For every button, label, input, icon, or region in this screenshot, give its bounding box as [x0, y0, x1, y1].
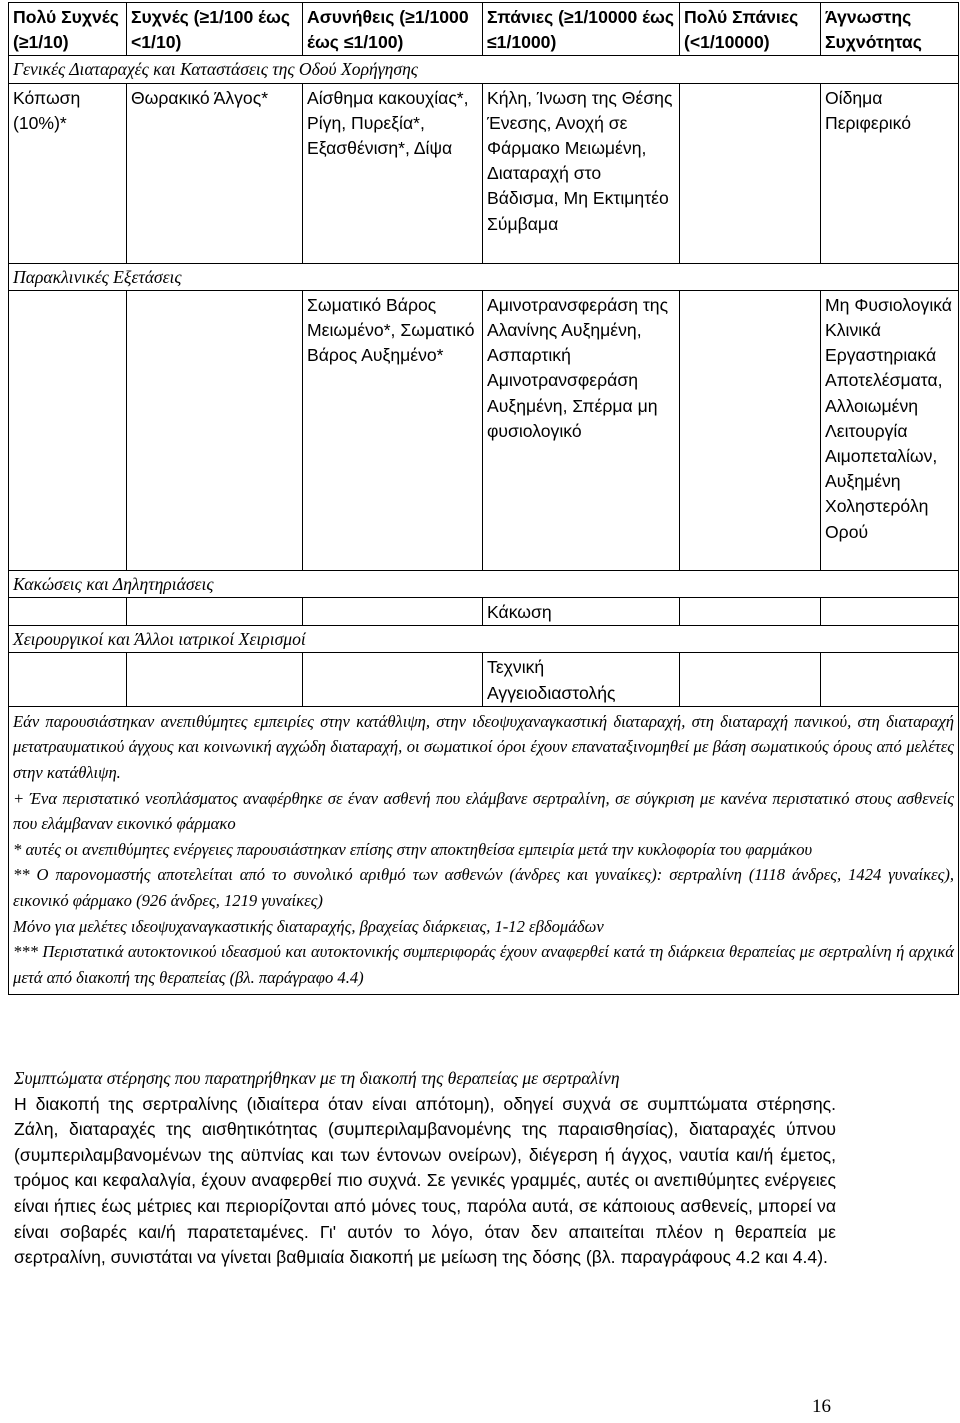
footnote-denominator: ** Ο παρονομαστής αποτελείται από το συνολικό αριθμό των ασθενών (άνδρες και γυναίκες): σερτραλίνη (1118 άνδρες, 1424 γυναίκες), εικονικό φάρμακο (926 άνδρες, 1219 γυναίκες): [13, 865, 954, 910]
footnote-neoplasm: + Ένα περιστατικό νεοπλάσματος αναφέρθηκε σε έναν ασθενή που ελάμβανε σερτραλίνη, σε σύγκριση με κανένα περιστατικό στους ασθενείς που ελάμβαναν εικονικό φάρμακο: [13, 788, 954, 834]
header-rare: Σπάνιες (≥1/10000 έως ≤1/1000): [483, 3, 680, 56]
table-cell: [303, 598, 483, 626]
footnotes-row: [9, 706, 959, 995]
section-investigations: Παρακλινικές Εξετάσεις: [9, 263, 959, 290]
footnote-postmarketing: * αυτές οι ανεπιθύμητες ενέργειες παρουσιάστηκαν επίσης στην αποκτηθείσα εμπειρία μετά την κυκλοφορία του φαρμάκου: [13, 839, 813, 859]
frequency-header-row: [9, 3, 959, 56]
table-cell: [680, 83, 821, 263]
table-cell: Κόπωση (10%)*: [9, 83, 127, 263]
table-cell: [680, 653, 821, 706]
table-row: [9, 290, 959, 570]
footnote-suicidal: *** Περιστατικά αυτοκτονικού ιδεασμού και αυτοκτονικής συμπεριφοράς έχουν αναφερθεί κατά τη διάρκεια θεραπείας με σερτραλίνη ή αρχικά μετά από διακοπή της θεραπείας (βλ. παράγραφο 4.4): [13, 942, 954, 987]
header-common: Συχνές (≥1/100 έως <1/10): [127, 3, 303, 56]
table-cell: [680, 598, 821, 626]
header-very-common: Πολύ Συχνές (≥1/10): [9, 3, 127, 56]
table-cell: [127, 598, 303, 626]
table-cell: [9, 290, 127, 570]
table-cell: [9, 653, 127, 706]
header-uncommon: Ασυνήθεις (≥1/1000 έως ≤1/100): [303, 3, 483, 56]
table-cell: Κήλη, Ίνωση της Θέσης Ένεσης, Ανοχή σε Φάρμακο Μειωμένη, Διαταραχή στο Βάδισμα, Μη Εκτιμητέο Σύμβαμα: [483, 83, 680, 263]
page-number: 16: [812, 1396, 831, 1417]
table-cell: Αίσθημα κακουχίας*, Ρίγη, Πυρεξία*, Εξασθένιση*, Δίψα: [303, 83, 483, 263]
footnote-ocd-studies: Μόνο για μελέτες ιδεοψυχαναγκαστικής διαταραχής, βραχείας διάρκειας, 1-12 εβδομάδων: [13, 916, 604, 936]
section-general-disorders: Γενικές Διαταραχές και Καταστάσεις της Οδού Χορήγησης: [9, 56, 959, 83]
table-cell: Τεχνική Αγγειοδιαστολής: [483, 653, 680, 706]
table-cell: [821, 598, 959, 626]
table-cell: [680, 290, 821, 570]
section-surgical-procedures: Χειρουργικοί και Άλλοι ιατρικοί Χειρισμοί: [9, 626, 959, 653]
header-very-rare: Πολύ Σπάνιες (<1/10000): [680, 3, 821, 56]
section-injuries-poisonings: Κακώσεις και Δηλητηριάσεις: [9, 570, 959, 597]
table-cell: [127, 290, 303, 570]
withdrawal-heading: Συμπτώματα στέρησης που παρατηρήθηκαν με τη διακοπή της θεραπείας με σερτραλίνη: [14, 1068, 620, 1088]
section-title-row: [9, 626, 959, 653]
table-row: [9, 653, 959, 706]
section-title-row: [9, 263, 959, 290]
table-cell: Αμινοτρανσφεράση της Αλανίνης Αυξημένη, Ασπαρτική Αμινοτρανσφεράση Αυξημένη, Σπέρμα μη φυσιολογικό: [483, 290, 680, 570]
table-cell: Οίδημα Περιφερικό: [821, 83, 959, 263]
section-title-row: [9, 570, 959, 597]
table-row: [9, 83, 959, 263]
withdrawal-section: [14, 1066, 836, 1271]
table-row: [9, 598, 959, 626]
table-cell: [821, 653, 959, 706]
table-cell: Μη Φυσιολογικά Κλινικά Εργαστηριακά Αποτελέσματα, Αλλοιωμένη Λειτουργία Αιμοπεταλίων, Αυξημένη Χοληστερόλη Ορού: [821, 290, 959, 570]
section-title-row: [9, 56, 959, 83]
footnote-reclassification: Εάν παρουσιάστηκαν ανεπιθύμητες εμπειρίες στην κατάθλιψη, στην ιδεοψυχαναγκαστική διαταραχή, στη διαταραχή πανικού, στη διαταραχή μετατραυματικού άγχους και κοινωνική αγχώδη διαταραχή, οι σωματικοί όροι έχουν επαναταξινομηθεί με βάση σωματικούς όρους από μελέτες στην κατάθλιψη.: [13, 711, 954, 783]
table-footnotes: [9, 706, 959, 995]
withdrawal-paragraph: Η διακοπή της σερτραλίνης (ιδιαίτερα όταν είναι απότομη), οδηγεί συχνά σε συμπτώματα στέρησης. Ζάλη, διαταραχές της αισθητικότητας (συμπεριλαμβανομένης της παραισθησίας), διαταραχές ύπνου (συμπεριλαμβανομένων της αϋπνίας και των έντονων ονείρων), διέγερση ή άγχος, ναυτία και/ή έμετος, τρόμος και κεφαλαλγία, έχουν αναφερθεί πιο συχνά. Σε γενικές γραμμές, αυτές οι ανεπιθύμητες ενέργειες είναι ήπιες έως μέτριες και περιορίζονται από μόνες τους, παρόλα αυτά, σε κάποιους ασθενείς, μπορεί να είναι σοβαρές και/ή παρατεταμένες. Γι' αυτόν το λόγο, όταν δεν απαιτείται πλέον η θεραπεία με σερτραλίνη, συνιστάται να γίνεται βαθμιαία διακοπή με μείωση της δόσης (βλ. παραγράφους 4.2 και 4.4).: [14, 1093, 836, 1268]
table-cell: Κάκωση: [483, 598, 680, 626]
table-cell: [127, 653, 303, 706]
table-cell: [9, 598, 127, 626]
adverse-reactions-table: [8, 2, 959, 995]
table-cell: [303, 653, 483, 706]
table-cell: Θωρακικό Άλγος*: [127, 83, 303, 263]
header-unknown: Άγνωστης Συχνότητας: [821, 3, 959, 56]
table-cell: Σωματικό Βάρος Μειωμένο*, Σωματικό Βάρος Αυξημένο*: [303, 290, 483, 570]
